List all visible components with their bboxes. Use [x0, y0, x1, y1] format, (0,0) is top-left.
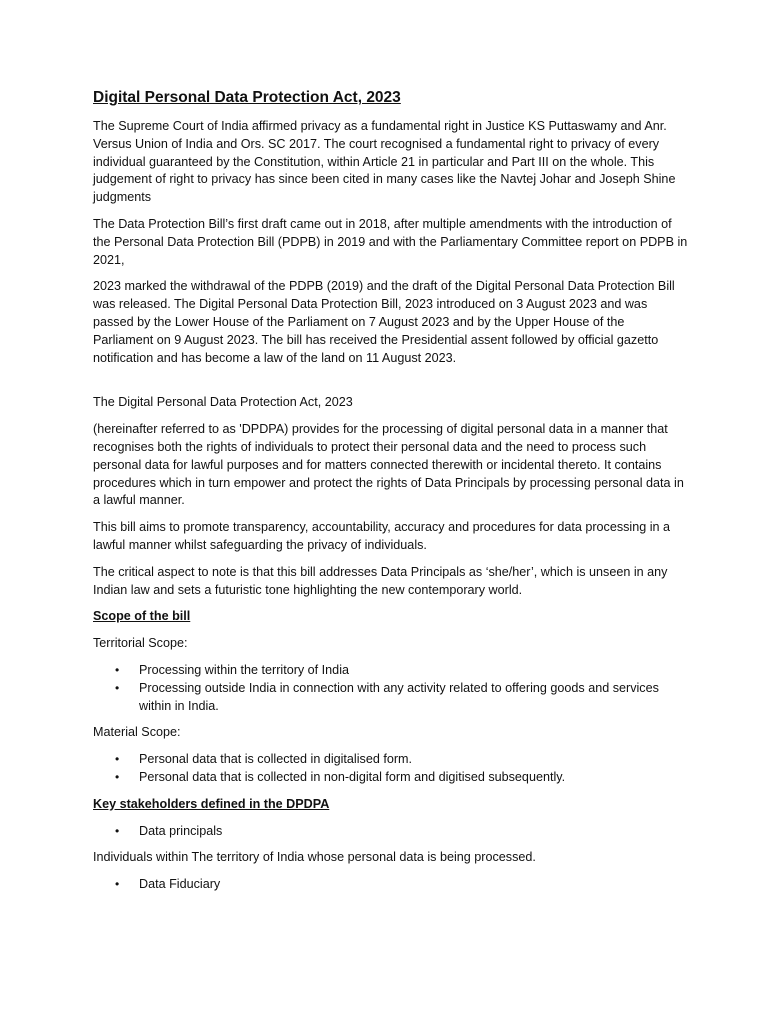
- intro-paragraph-2: The Data Protection Bill’s first draft came out in 2018, after multiple amendments with the introduction of the Personal Data Protection Bill (PDPB) in 2019 and with the Parliamentary Committee report on PDPB in 2021,: [93, 216, 688, 267]
- bullet-icon: •: [115, 752, 120, 767]
- intro-paragraph-1: The Supreme Court of India affirmed privacy as a fundamental right in Justice KS Puttaswamy and Anr. Versus Union of India and Ors. SC 2017. The court recognised a fundamental right to privacy of every individual guaranteed by the Constitution, within Article 21 in particular and Part III on the whole. This judgement of right to privacy has since been cited in many cases like the Navtej Johar and Joseph Shine judgments: [93, 119, 676, 205]
- territorial-scope-label: Territorial Scope:: [93, 636, 188, 651]
- act-paragraph-3: The critical aspect to note is that this bill addresses Data Principals as ‘she/her’, which is unseen in any Indian law and sets a futuristic tone highlighting the new contemporary world.: [93, 564, 668, 597]
- territorial-scope-list: [93, 662, 688, 715]
- act-heading: The Digital Personal Data Protection Act, 2023: [93, 395, 353, 410]
- list-item-text: Processing outside India in connection with any activity related to offering goods and services within in India.: [139, 680, 659, 713]
- material-scope-label: Material Scope:: [93, 725, 181, 740]
- stakeholders-list-fiduciary: [93, 876, 688, 894]
- material-scope-list: [93, 751, 688, 787]
- bullet-icon: •: [115, 823, 120, 838]
- bullet-icon: •: [115, 662, 120, 677]
- act-paragraph-1: (hereinafter referred to as 'DPDPA) provides for the processing of digital personal data in a manner that recognises both the rights of individuals to protect their personal data and the need to process such personal data for lawful purposes and for matters connected therewith or incidental thereto. It contains procedures which in turn empower and protect the rights of Data Principals by processing personal data in a lawful manner.: [93, 422, 684, 508]
- list-item-text: Data Fiduciary: [139, 877, 221, 892]
- bullet-icon: •: [115, 769, 120, 784]
- principals-definition: Individuals within The territory of India whose personal data is being processed.: [93, 850, 536, 865]
- bullet-icon: •: [115, 877, 120, 892]
- stakeholders-list-principals: [93, 823, 688, 841]
- document-title: Digital Personal Data Protection Act, 2023: [93, 89, 401, 106]
- list-item: [115, 751, 688, 769]
- act-paragraph-2: This bill aims to promote transparency, accountability, accuracy and procedures for data processing in a lawful manner whilst safeguarding the privacy of individuals.: [93, 520, 671, 552]
- list-item: [115, 680, 688, 716]
- list-item-text: Processing within the territory of India: [139, 662, 349, 677]
- scope-heading: Scope of the bill: [93, 609, 191, 624]
- list-item: [115, 876, 688, 894]
- list-item-text: Data principals: [139, 823, 223, 838]
- list-item: [115, 662, 688, 680]
- list-item: [115, 769, 688, 787]
- bullet-icon: •: [115, 680, 120, 695]
- intro-paragraph-3: 2023 marked the withdrawal of the PDPB (2019) and the draft of the Digital Personal Data Protection Bill was released. The Digital Personal Data Protection Bill, 2023 introduced on 3 August 2023 and was passed by the Lower House of the Parliament on 7 August 2023 and by the Upper House of the Parliament on 9 August 2023. The bill has received the Presidential assent followed by official gazetto notification and has become a law of the land on 11 August 2023.: [93, 279, 675, 365]
- stakeholders-heading: Key stakeholders defined in the DPDPA: [93, 796, 330, 811]
- list-item-text: Personal data that is collected in non-digital form and digitised subsequently.: [139, 769, 566, 784]
- list-item: [115, 823, 688, 841]
- spacer: [93, 376, 688, 394]
- list-item-text: Personal data that is collected in digitalised form.: [139, 752, 413, 767]
